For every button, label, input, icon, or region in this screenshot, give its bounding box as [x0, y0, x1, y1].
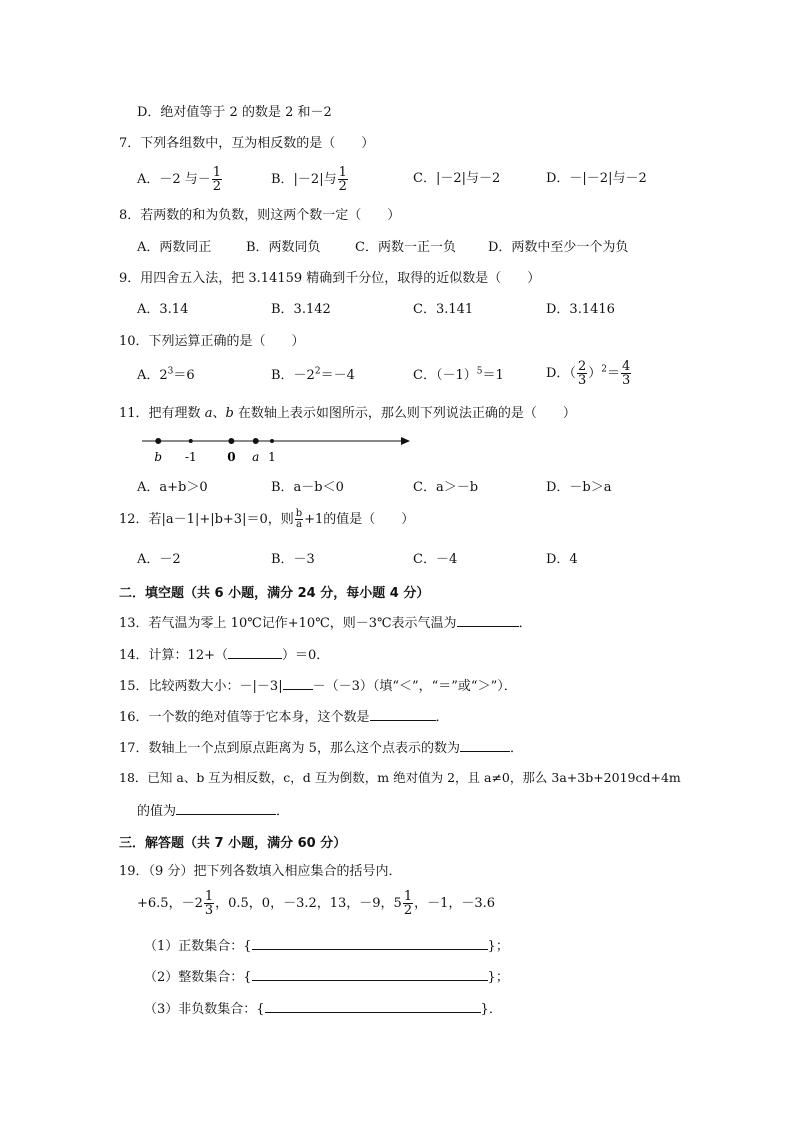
q19-set2-end: }；	[487, 970, 509, 985]
q19-set3-blank[interactable]	[265, 999, 481, 1013]
q12-option-c: C．－4	[413, 552, 458, 567]
q13-blank[interactable]	[457, 613, 519, 627]
q7-b-text: B．|－2|与	[271, 172, 337, 187]
q10-d-result-fraction	[621, 360, 631, 387]
section-fill-in-heading: 二．填空题（共 6 小题，满分 24 分，每小题 4 分）	[119, 586, 430, 601]
q10-option-a	[137, 367, 195, 385]
q12-option-b: B．－3	[271, 552, 315, 567]
q13-text: 13．若气温为零上 10℃记作+10℃，则－3℃表示气温为	[119, 616, 457, 631]
q11-sep: 、	[212, 406, 226, 421]
q14-post: ）＝0．	[281, 648, 330, 663]
q17-text: 17．数轴上一个点到原点距离为 5，那么这个点表示的数为	[119, 741, 460, 756]
number-line-point	[155, 438, 161, 444]
q10-stem: 10．下列运算正确的是（ ）	[119, 334, 305, 349]
number-line-point	[228, 438, 234, 444]
section-answer-heading: 三．解答题（共 7 小题，满分 60 分）	[119, 836, 347, 851]
q19-set-nonnegative	[144, 999, 502, 1019]
q10-d-eq: ＝	[606, 366, 620, 381]
q15-post: －（－3）（填“＜”，“＝”或“＞”）．	[312, 679, 517, 694]
q10-a-result: ＝6	[173, 368, 195, 383]
q18-blank[interactable]	[176, 801, 276, 815]
q15-blank[interactable]	[283, 676, 313, 690]
q10-b-result: ＝－4	[320, 368, 355, 383]
q11-option-c: C．a＞－b	[413, 480, 479, 495]
q7-stem: 7．下列各组数中，互为相反数的是（ ）	[119, 136, 375, 151]
q10-d-den: 3	[577, 373, 587, 388]
q16-blank[interactable]	[370, 707, 436, 721]
number-line-label: b	[154, 450, 163, 464]
q7-a-den: 2	[212, 179, 222, 194]
q15-pre: 15．比较两数大小：－|－3|	[119, 679, 283, 694]
q10-d-close: ）	[588, 366, 602, 381]
q12-stem-post: +1的值是（ ）	[304, 512, 415, 527]
q10-d-num: 2	[577, 359, 587, 374]
q12-option-a: A．－2	[137, 552, 181, 567]
q14-blank[interactable]	[228, 645, 282, 659]
q18-line2-text: 的值为	[137, 804, 177, 819]
q12-option-d: D．4	[546, 552, 578, 567]
q19-n1-num: 1	[204, 889, 214, 904]
q8-option-b: B．两数同负	[246, 240, 321, 255]
q19-set3-end: }．	[480, 1002, 502, 1017]
q10-option-c	[413, 367, 504, 385]
q10-c-base: C．（－1）	[413, 368, 477, 383]
q9-option-b: B．3.142	[271, 302, 331, 317]
q6-option-d: D．绝对值等于 2 的数是 2 和－2	[137, 105, 332, 120]
q10-d-rden: 3	[621, 373, 631, 388]
q19-nums-mid: ，0.5，0，－3.2，13，－9，5	[215, 896, 402, 911]
q7-a-num: 1	[212, 165, 222, 180]
q16	[119, 707, 449, 727]
q12-stem	[119, 509, 414, 530]
q10-c-exp: 5	[476, 366, 483, 377]
q13-end: ．	[518, 616, 532, 631]
q12-fraction	[295, 509, 303, 530]
q12-num: b	[295, 508, 303, 519]
q10-option-d	[546, 360, 632, 387]
q11-stem	[119, 405, 576, 423]
q10-d-exp: 2	[601, 364, 607, 375]
q10-d-fraction	[577, 360, 587, 387]
q14-pre: 14．计算：12+（	[119, 648, 228, 663]
q11-var-a: a	[204, 406, 213, 421]
q11-option-d: D．－b＞a	[546, 480, 612, 495]
number-line-point	[189, 439, 193, 443]
q17-blank[interactable]	[460, 738, 510, 752]
q11-var-b: b	[225, 406, 234, 421]
q8-option-c: C．两数一正一负	[355, 240, 456, 255]
q18-line2	[137, 801, 289, 821]
q10-option-b	[271, 367, 355, 385]
q19-stem: 19．（9 分）把下列各数填入相应集合的括号内．	[119, 864, 402, 879]
q7-b-num: 1	[338, 165, 347, 180]
q19-n2-den: 2	[403, 903, 413, 918]
q17	[119, 738, 523, 758]
q19-set-integer	[144, 967, 509, 987]
q10-a-base: A．2	[137, 368, 168, 383]
q14	[119, 645, 329, 665]
q7-b-fraction	[338, 166, 348, 193]
q7-a-text: A．－2 与－	[137, 172, 211, 187]
q16-end: ．	[435, 710, 449, 725]
q19-set1-end: }；	[487, 939, 509, 954]
q18-line1: 18．已知 a、b 互为相反数，c，d 互为倒数，m 绝对值为 2，且 a≠0，那么 3a+3b+2019cd+4m	[119, 770, 681, 785]
q10-d-rnum: 4	[621, 359, 631, 374]
q9-option-c: C．3.141	[413, 302, 474, 317]
q19-set-positive	[144, 936, 509, 956]
q7-option-a	[137, 166, 223, 193]
q7-b-den: 2	[338, 179, 347, 194]
q19-set2-label: （2）整数集合：{	[144, 970, 252, 985]
q9-stem: 9．用四舍五入法，把 3.14159 精确到千分位，取得的近似数是（ ）	[119, 271, 541, 286]
number-line-point	[253, 438, 259, 444]
q10-b-base: B．－2	[271, 368, 315, 383]
q12-den: a	[295, 519, 302, 530]
number-line-figure	[140, 430, 440, 466]
q7-option-b	[271, 166, 349, 193]
q9-option-d: D．3.1416	[546, 302, 615, 317]
q19-set1-label: （1）正数集合：{	[144, 939, 252, 954]
q7-a-fraction	[212, 166, 222, 193]
q9-option-a: A．3.14	[137, 302, 189, 317]
number-line-label: 1	[268, 450, 276, 464]
q17-end: ．	[509, 741, 523, 756]
q8-option-a: A．两数同正	[137, 240, 212, 255]
q7-option-c: C．|－2|与－2	[413, 171, 501, 186]
q19-n1-den: 3	[204, 903, 214, 918]
q10-b-exp: 2	[314, 366, 321, 377]
q11-stem-pre: 11．把有理数	[119, 406, 205, 421]
q10-d-open: D．（	[546, 366, 576, 381]
number-line-label: 0	[227, 450, 236, 464]
q11-option-a: A．a+b＞0	[137, 480, 208, 495]
q7-option-d: D．－|－2|与－2	[546, 171, 647, 186]
q13	[119, 613, 532, 633]
q16-text: 16．一个数的绝对值等于它本身，这个数是	[119, 710, 370, 725]
number-line-arrow	[401, 437, 410, 445]
q8-option-d: D．两数中至少一个为负	[488, 240, 629, 255]
q19-nums-pre: +6.5，－2	[137, 896, 203, 911]
q19-set1-blank[interactable]	[252, 936, 488, 950]
q8-stem: 8．若两数的和为负数，则这两个数一定（ ）	[119, 208, 401, 223]
q10-c-result: ＝1	[482, 368, 504, 383]
q10-a-exp: 3	[167, 366, 174, 377]
q19-nums-post: ，－1，－3.6	[414, 896, 496, 911]
q19-set2-blank[interactable]	[252, 967, 488, 981]
q18-end: ．	[276, 804, 290, 819]
q11-option-b: B．a－b＜0	[271, 480, 344, 495]
q19-n2-num: 1	[403, 889, 413, 904]
number-line-label: a	[252, 450, 260, 464]
number-line-point	[270, 439, 274, 443]
q15	[119, 676, 517, 696]
number-line-label: -1	[184, 450, 197, 464]
q19-numbers	[137, 890, 495, 917]
q19-set3-label: （3）非负数集合：{	[144, 1002, 265, 1017]
q19-frac-1	[204, 890, 214, 917]
q11-stem-post: 在数轴上表示如图所示，那么则下列说法正确的是（ ）	[233, 406, 576, 421]
q12-stem-pre: 12．若|a－1|+|b+3|＝0，则	[119, 512, 294, 527]
q19-frac-2	[403, 890, 413, 917]
